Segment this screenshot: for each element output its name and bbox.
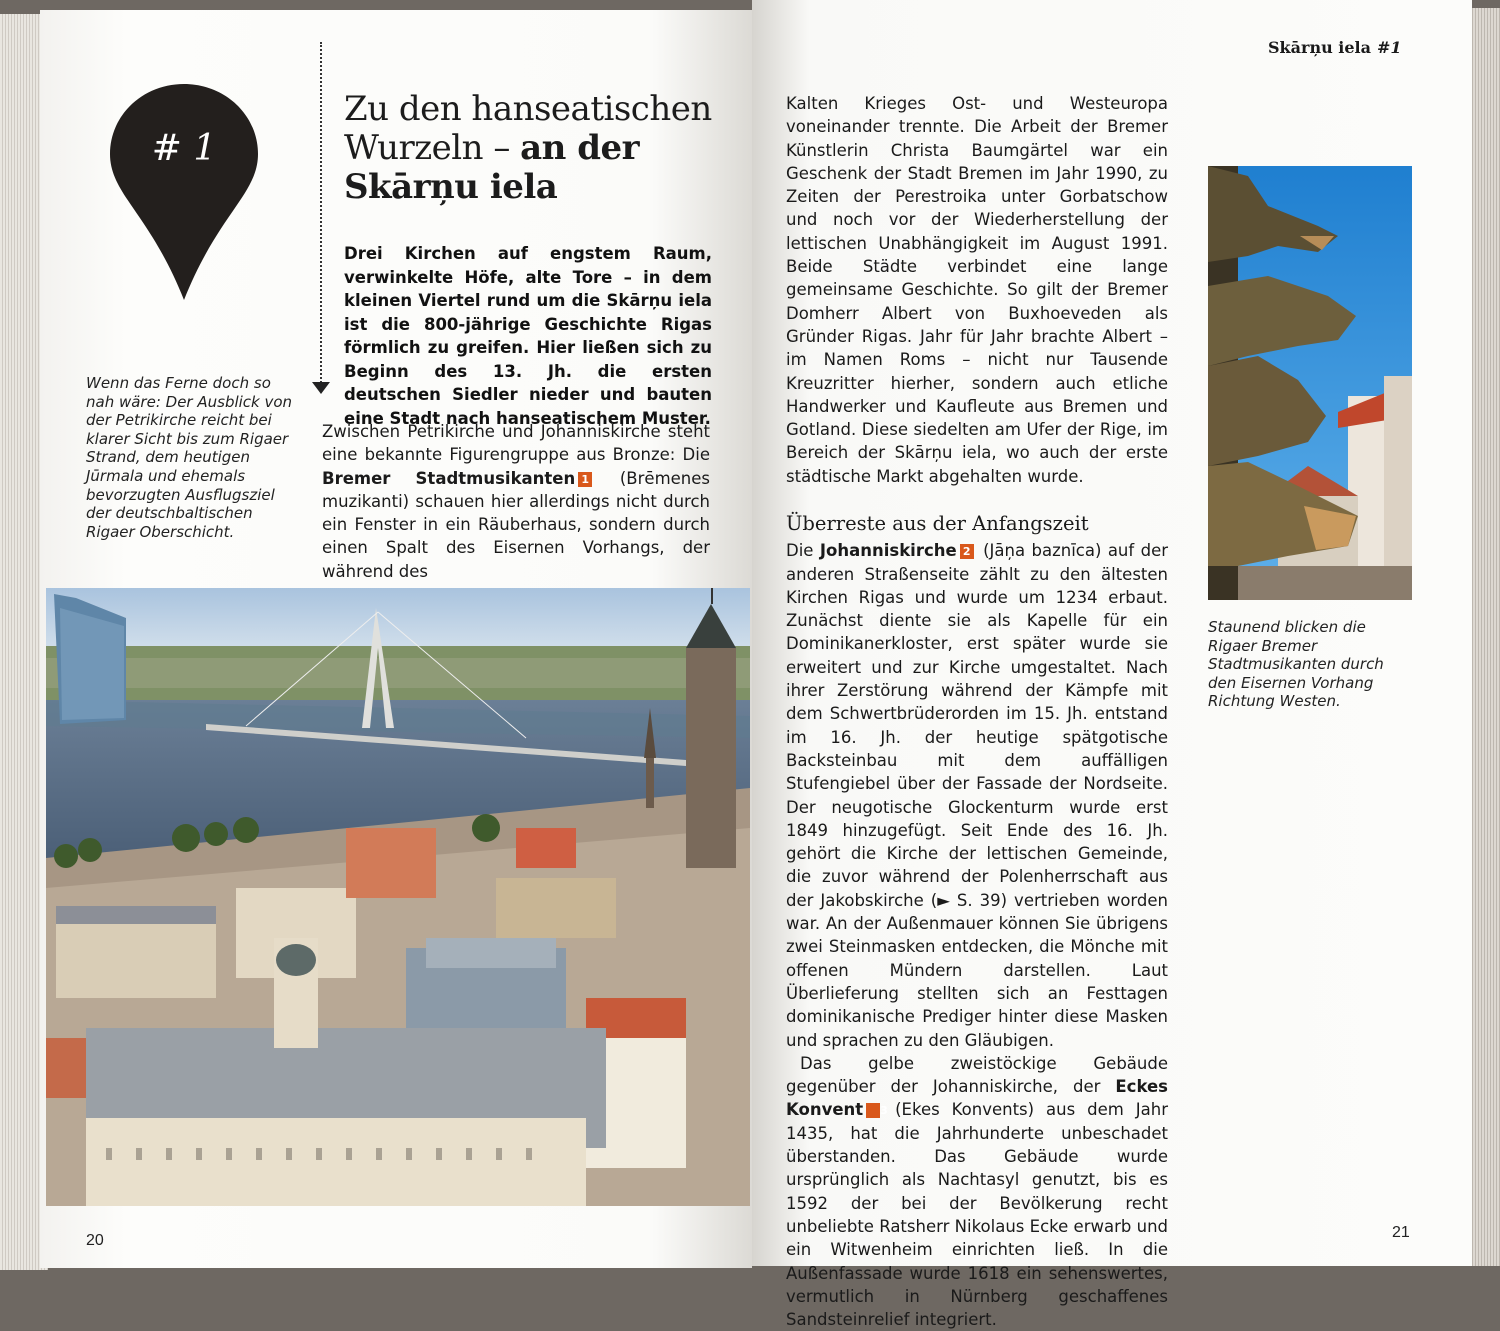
title-line-3: Skārņu iela bbox=[344, 167, 558, 207]
title-line-2: Wurzeln – bbox=[344, 128, 521, 168]
dotted-divider bbox=[320, 42, 322, 386]
chapter-title bbox=[344, 90, 724, 207]
title-line-1: Zu den hanseatischen bbox=[344, 89, 712, 129]
lead-paragraph: Drei Kirchen auf engstem Raum, verwinkelte Höfe, alte Tore – in dem kleinen Viertel rund um die Skārņu iela ist die 800-jährige Geschichte Rigas förmlich zu greifen. Hier ließen sich zu Beginn des 13. Jh. die ersten deutschen Siedler nieder und bauten eine Stadt nach hanseatischem Muster. bbox=[344, 244, 712, 428]
sight-number-badge: 1 bbox=[578, 472, 592, 487]
riga-aerial-photo bbox=[46, 588, 750, 1206]
sight-bremer-stadtmusikanten: Bremer Stadtmusikanten bbox=[322, 468, 576, 488]
sight-johanniskirche: Johanniskirche bbox=[819, 541, 957, 561]
body-text-right-1: Kalten Krieges Ost- und Westeuropa voneinander trennte. Die Arbeit der Bremer Künstlerin Christa Baumgärtel war ein Geschenk der Stadt Bremen im Jahr 1990, zu Zeiten der Perestroika unter Gorbatschow und noch vor der Wiederherstellung der lettischen Unabhängigkeit im August 1991. Beide Städte verbindet eine lange gemeinsame Geschichte. So gilt der Bremer Domherr Albert von Buxhoeveden als Gründer Rigas. Jahr für Jahr brachte Albert – im Namen Roms – nicht nur Tausende Kreuzritter hierher, sondern auch etliche Handwerker und Kaufleute aus Bremen und Gotland. Diese siedelten am Ufer der Rige, im Bereich der Skārņu iela, wo auch der erste städtische Markt abgehalten wurde. bbox=[786, 94, 1168, 486]
bremen-musicians-statue-photo bbox=[1208, 166, 1412, 600]
body-left-a: Zwischen Petrikirche und Johanniskirche steht eine bekannte Figurengruppe aus Bronze: Die bbox=[322, 422, 710, 465]
body-left-b: (Brēmenes muzikanti) schauen hier allerdings nicht durch ein Fenster in ein Räuberhaus, sondern durch einen Spalt des Eisernen Vorhangs, der während des bbox=[322, 468, 710, 581]
page-number-right: 21 bbox=[1392, 1224, 1410, 1241]
page-number-left: 20 bbox=[86, 1232, 104, 1249]
right-page bbox=[752, 0, 1472, 1330]
left-page bbox=[40, 10, 752, 1268]
section-subheading: Überreste aus der Anfangszeit bbox=[786, 512, 1089, 535]
map-pin-icon bbox=[110, 84, 258, 300]
photo-caption-right: Staunend blicken die Rigaer Bremer Stadtmusikanten durch den Eisernen Vorhang Richtung Westen. bbox=[1208, 618, 1384, 711]
page-edges-right bbox=[1470, 8, 1500, 1266]
p2-lead: Die bbox=[786, 541, 814, 561]
running-head-number: #1 bbox=[1376, 38, 1402, 57]
photo-caption-left: Wenn das Ferne doch so nah wäre: Der Ausblick von der Petrikirche reicht bei klarer Sicht bis zum Rigaer Strand, dem heutigen Jūrmala und ehemals bevorzugten Ausflugsziel der deutschbaltischen Rigaer Oberschicht. bbox=[86, 374, 293, 541]
sight-eckes-konvent: Eckes Konvent bbox=[786, 1077, 1168, 1120]
p3-lead: Das gelbe zweistöckige Gebäude gegenüber der Johanniskirche, der bbox=[786, 1053, 1168, 1097]
title-line-2-bold: an der bbox=[520, 128, 640, 168]
chapter-number: # 1 bbox=[151, 128, 217, 169]
arrow-down-icon bbox=[312, 382, 330, 394]
p2-text: (Jāņa baznīca) auf der anderen Straßenseite zählt zu den ältesten Kirchen Rigas und wurde um 1234 erbaut. Zunächst diente sie als Kapelle für ein Dominikanerkloster, erst später wurde sie erweitert und zur Kirche umgestaltet. Nach ihrer Zerstörung während der Kämpfe mit dem Schwertbrüderorden im 15. Jh. entstand im 16. Jh. der heutige spätgotische Backsteinbau mit dem auffälligen Stufengiebel über der Fassade der Nordseite. Der neugotische Glockenturm wurde erst 1849 hinzugefügt. Seit Ende des 16. Jh. gehört die Kirche der lettischen Gemeinde, die zuvor während der Polenherrschaft aus der Jakobskirche (► S. 39) vertrieben worden war. An der Außenmauer können Sie übrigens zwei Steinmasken entdecken, die Mönche mit offenen Mündern darstellen. Laut Überlieferung stellten sich an Festtagen dominikanische Prediger hinter diese Masken und sprachen zu den Gläubigen. bbox=[786, 541, 1169, 1050]
running-head bbox=[1268, 38, 1402, 57]
p3-text: (Ekes Konvents) aus dem Jahr 1435, hat die Jahrhunderte unbeschadet überstanden. Das Gebäude wurde ursprünglich als Nachtasyl genutzt, bis es 1592 der bei der Bevölkerung recht unbeliebte Ratsherr Nikolaus Ecke erwarb und ein Witwenheim einrichten ließ. In die Außenfassade wurde 1618 ein sehenswertes, vermutlich in Nürnberg geschaffenes Sandsteinrelief integriert. bbox=[786, 1100, 1168, 1330]
sight-number-badge: 3 bbox=[866, 1103, 880, 1118]
running-head-title: Skārņu iela bbox=[1268, 38, 1371, 57]
paragraph-eckes-konvent bbox=[786, 1052, 1168, 1331]
sight-number-badge: 2 bbox=[960, 544, 974, 559]
body-text-right-2 bbox=[786, 512, 1168, 1331]
body-text-left bbox=[322, 420, 710, 583]
paragraph-johanniskirche bbox=[786, 539, 1168, 1052]
